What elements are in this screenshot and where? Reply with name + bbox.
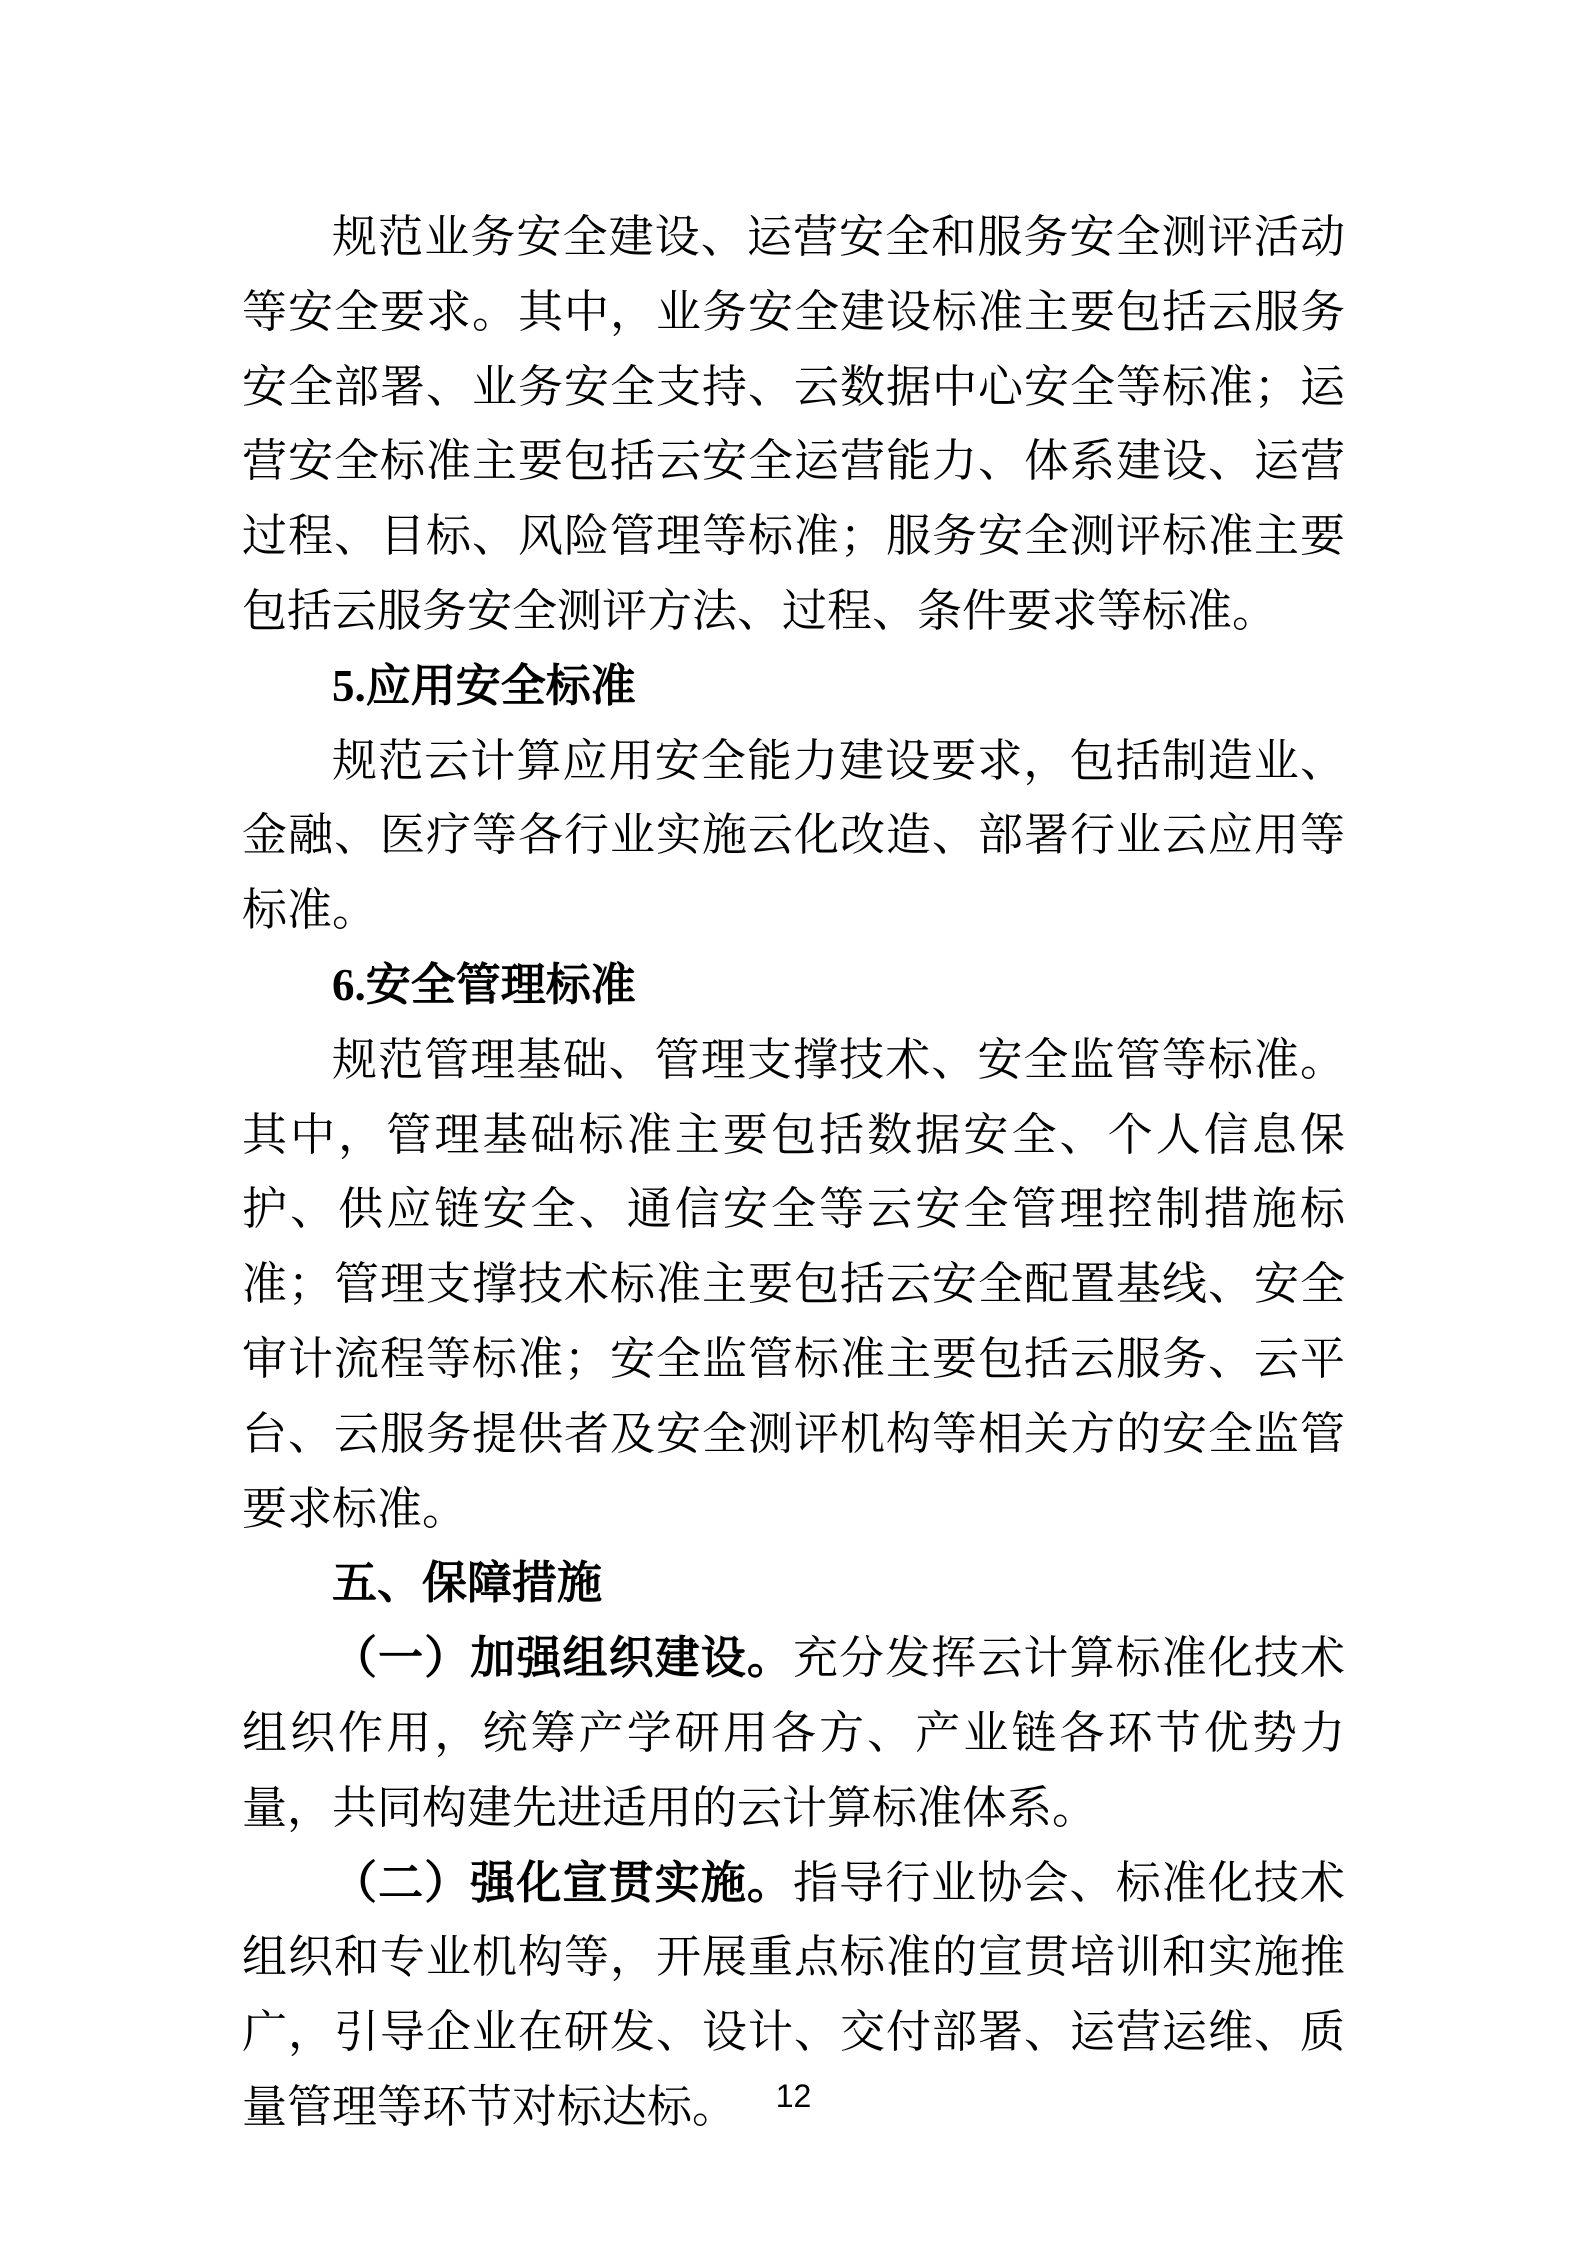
document-content (242, 200, 1345, 2145)
heading-5-application-security-standards: 5.应用安全标准 (332, 660, 636, 711)
paragraph-item-2-lead: （二）强化宣贯实施。 (332, 1856, 793, 1908)
heading-section-5-safeguard-measures: 五、保障措施 (332, 1557, 603, 1609)
paragraph-security-management-scope: 规范管理基础、管理支撑技术、安全监管等标准。其中，管理基础标准主要包括数据安全、个人信息保护、供应链安全、通信安全等云安全管理控制措施标准；管理支撑技术标准主要包括云安全配置基线、安全审计流程等标准；安全监管标准主要包括云服务、云平台、云服务提供者及安全测评机构等相关方的安全监管要求标准。 (242, 1034, 1345, 1534)
paragraph-item-1-strengthen-organization (242, 1621, 1345, 1845)
paragraph-application-security-scope: 规范云计算应用安全能力建设要求，包括制造业、金融、医疗等各行业实施云化改造、部署行业云应用等标准。 (242, 735, 1345, 936)
heading-6-security-management-standards: 6.安全管理标准 (332, 959, 636, 1010)
paragraph-item-1-body: 充分发挥云计算标准化技术组织作用，统筹产学研用各方、产业链各环节优势力量，共同构建先进适用的云计算标准体系。 (242, 1633, 1345, 1833)
paragraph-business-security-requirements: 规范业务安全建设、运营安全和服务安全测评活动等安全要求。其中，业务安全建设标准主要包括云服务安全部署、业务安全支持、云数据中心安全等标准；运营安全标准主要包括云安全运营能力、体系建设、运营过程、目标、风险管理等标准；服务安全测评标准主要包括云服务安全测评方法、过程、条件要求等标准。 (242, 212, 1345, 636)
page-number: 12 (775, 2078, 812, 2114)
paragraph-item-2-body: 指导行业协会、标准化技术组织和专业机构等，开展重点标准的宣贯培训和实施推广，引导企业在研发、设计、交付部署、运营运维、质量管理等环节对标达标。 (242, 1857, 1345, 2132)
paragraph-item-1-lead: （一）加强组织建设。 (332, 1632, 793, 1684)
